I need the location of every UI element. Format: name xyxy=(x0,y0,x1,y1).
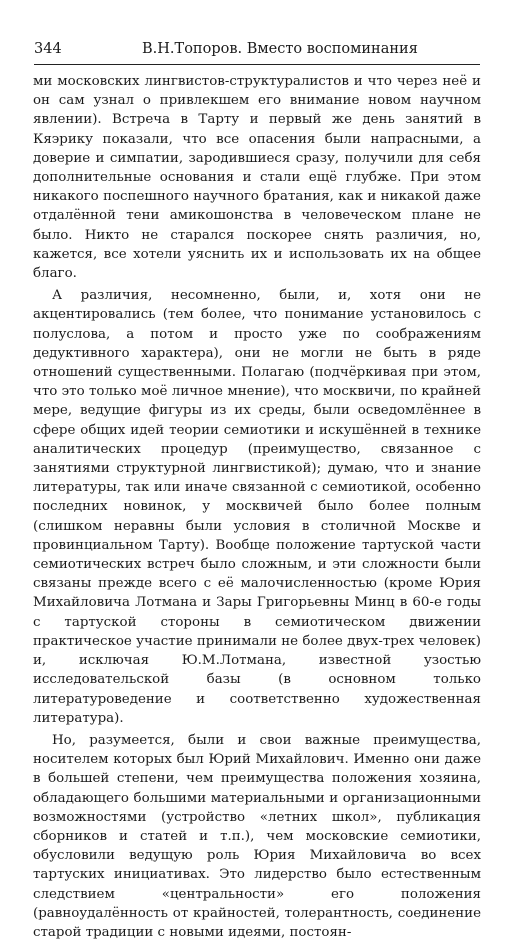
paragraph: Но, разумеется, были и свои важные преимущества, носителем которых был Юрий Михайлович. Именно они даже в большей степени, чем преимущества положения хозяина, обладающего большими материальными и организационными возможностями (устройство «летних школ», публикация сборников и статей и т.п.), чем московские семиотики, обусловили ведущую роль Юрия Михайловича во всех тартуских инициативах. Это лидерство было естественным следствием «центральности» его положения (равноудалённость от крайностей, толерантность, соединение старой традиции с новыми идеями, постоян- xyxy=(33,732,481,940)
running-header xyxy=(34,40,480,60)
running-title: В.Н.Топоров. Вместо воспоминания xyxy=(142,41,418,57)
paragraph: А различия, несомненно, были, и, хотя они не акцентировались (тем более, что понимание установилось с полуслова, а потом и просто уже по соображениям дедуктивного характера), они не могли не быть в ряде отношений существенными. Полагаю (подчёркивая при этом, что это только моё личное мнение), что москвичи, по крайней мере, ведущие фигуры из их среды, были осведомлённее в сфере общих идей теории семиотики и искушённей в технике аналитических процедур (преимущество, связанное с занятиями структурной лингвистикой); думаю, что и знание литературы, так или иначе связанной с семиотикой, особенно последних новинок, у москвичей было более полным (слишком неравны были условия в столичной Москве и провинциальном Тарту). Вообще положение тартуской части семиотических встреч было сложным, и эти сложности были связаны прежде всего с её малочисленностью (кроме Юрия Михайловича Лотмана и Зары Григорьевны Минц в 60-е годы с тартуской стороны в семиотическом движении практическое участие принимали не более двух-трех человек) и, исключая Ю.М.Лотмана, известной узостью исследовательской базы (в основном только литературоведение и соответственно художественная литература). xyxy=(33,288,481,726)
body-text xyxy=(33,72,481,945)
header-rule xyxy=(34,64,480,65)
page-number: 344 xyxy=(34,41,62,57)
paragraph-continuation: ми московских лингвистов-структуралистов и что через неё и он сам узнал о привлекшем его внимание новом научном явлении). Встреча в Тарту и первый же день занятий в Кяэрику показали, что все опасения были напрасными, а доверие и симпатии, зародившиеся сразу, получили для себя дополнительные основания и стали ещё глубже. При этом никакого поспешного научного братания, как и никакой даже отдалённой тени амикошонства в человеческом плане не было. Никто не старался поскорее снять различия, но, кажется, все хотели уяснить их и использовать их на общее благо. xyxy=(33,74,481,282)
